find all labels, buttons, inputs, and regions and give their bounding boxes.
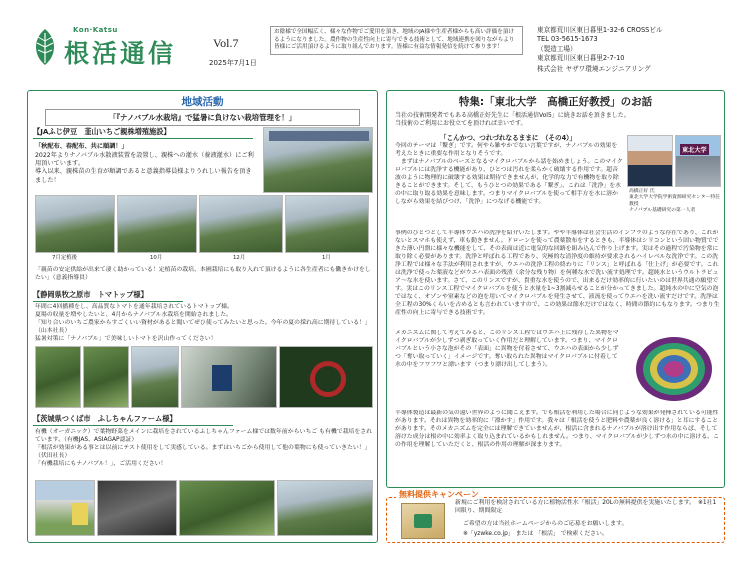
caption-july: 7月定植後 <box>52 255 77 261</box>
greenhouse-row-photo <box>277 480 373 536</box>
factory-address: 東京都荒川区東日暮里2-7-10 <box>537 53 625 62</box>
seedling-photo-july <box>35 195 115 253</box>
section-fushichan-heading: 【茨城県つくば市 ふしちゃんファーム様】 <box>33 414 233 426</box>
farm-building-photo <box>35 480 95 536</box>
article-paragraph-4: 半導体製造は最新の気の遠い世界のように聞こえます。でも根活を利用した場合に同じような効果が発揮されている可能性があります。それは異物を効率的に「漂かす」作用です。我々は「根活を使うと肥料や農薬が良く溶ける」と耳にすることがあります。そのメカニズムを完全には理解できていませんが、根活に含まれるナノバブルが溶け出す作用ならば、そして溶けた成分は根の中に効率よく取り込まれているかもしれません。つまり、マイクロバブルが少しずつ水の中に溶ける。この作用を理解していただくと、根活の作用の理解が深まります。 <box>395 410 719 448</box>
professor-caption: 高橋正好 氏 東北大学大学院学術資源研究センター特任教授 ナノバブル基礎研究の第一人者 <box>629 189 720 214</box>
logo-mark <box>30 27 60 67</box>
professor-photo <box>627 135 673 187</box>
seedling-photo-december <box>199 195 283 253</box>
caption-october: 10月 <box>150 255 163 261</box>
university-badge: 東北大学 <box>680 144 709 155</box>
logo-reading: Kon·Katsu <box>73 26 118 34</box>
seedling-photo-january <box>285 195 369 253</box>
caption-january: 1月 <box>322 255 331 261</box>
regional-activity-subtitle: 「『ナノバブル水栽培』で猛暑に負けない栽培管理を！」 <box>45 109 360 126</box>
university-photo <box>675 135 721 187</box>
wafer-rings-icon <box>630 334 718 404</box>
company-name: 株式会社 ヤザワ環境エンジニアリング <box>537 65 651 74</box>
section-tomatop-heading: 【静岡県牧之原市 トマトップ様】 <box>33 290 183 302</box>
section-fushichan-body: 有機（オーガニック）で葉物野菜をメインに栽培をされているふしちゃんファーム様では数年前からいちご も有機で栽培をされています。（有機JAS、ASIAGAP認証） 「根活が効果がある事とは以前にテスト使用をして実感している。まずはいちごから使用して他の葉物にも使っていきたい！」（伏田社長） 「有機栽培にもナノバブル！」、ご活用ください！ <box>35 429 373 467</box>
tomato-photo-1 <box>35 346 81 408</box>
article-paragraph-1: 今回のテーマは「繋ぎ」です。何やら雑やかでない言葉ですが、ナノバブルの効果を考えたときに重要な作用となりそうです。 まずはナノバブルのベースとなるマイクロバブルから話を始めましょう。このマイクロバブルには洗浄する機能があり、ひとつは汚れを柔らかく破壊する作用です。超音波のように物理的に破壊する効果は期待できませんが、化学的な力で有機物を取り除きることができます。そして、もうひとつの効果である「繋ぎ」、これは「洗浄」を水の中に取り取る効果を意味します。つまりマイクロバブルを使って相手方を水に溶かしながら効果を結びつけ、「洗浄」につなげる機能です。 <box>395 143 623 205</box>
machine-photo <box>97 480 177 536</box>
campaign-title: 無料提供キャンペーン <box>396 489 482 500</box>
campaign-line-1: 新規にご利用を検討されている方に植物活性水「根活」20Lの無料提供を実施いたします。 ※1社1回限り、期間限定 <box>455 500 717 514</box>
section-tomatop-body: 年間に4回播種をし、高品質なトマトを通年栽培されているトマトップ様。 夏場の収量を増やしたいと、4月からナノバブル水栽培を開始されました。 「知り合いのいちご農家からすごくいい資材があると聞いてぜひ使ってみたいと思った。今年の夏の採れ高に期待している！」（山本社長） 猛暑対策に「ナノバブル」で美味しいトマトを沢山作ってください！ <box>35 304 371 342</box>
campaign-line-2: ご希望の方は当社ホームページからのご応募をお願いします。 <box>463 521 628 527</box>
article-paragraph-2: 事例のひとつとして半導体ウエハの洗浄を紹介いたします。やや半導体は社会生活のインフラのような存在であり、これがないとスマホも使えず、車も動きません。ドローンを使って農薬散布をするときも、半導体はシリコンという固い物質でできた薄い円盤に様々な機能をして、その表面は近に電気的な回路を組み込んで作り上げます。実はその過程で汚染物を常に取り除く必要があります。洗浄と呼ばれる工程であり、究極的な清浄度の維持が要求されるハイレベルな洗浄です。この洗浄工程では様々な手法が利用されますが、ウエハの洗浄工程の終わりに「リンス」と呼ばれる「仕上げ」が必要です。これは洗浄で使った薬液などがウエハ表面の残渣（余分な残り物）を何種な水で洗い流す処理です。超純水というウルトラピュア～な水を使います。さて、このリンスですが、貴重な水を使うので、出来るだけ効率的に行いたいのは世界共通の願望です。実はこのリンス工程でマイクロバブルを使うと水量を1~3割減らせることが分かってきました。超純水の中に空気の泡ではなく、オゾンや窒素などの泡を用いてマイクロバブルを発生させて、液流を使ってウエハを洗い流すだけです。洗浄は全工程の30%くらいを占めるとも言われていますので、この効果は節水だけではなく、時間の節約にもなります。つまり生産性の向上に寄与できる技術です。 <box>395 230 720 316</box>
feature-title: 特集:「東北大学 高橋正好教授」のお話 <box>458 96 653 108</box>
field-photo <box>179 480 275 536</box>
volume-number: Vol.7 <box>213 36 239 50</box>
equipment-photo <box>181 346 277 408</box>
caption-december: 12月 <box>233 255 246 261</box>
wafer-image <box>630 334 718 404</box>
factory-label: （製造工場） <box>537 44 577 53</box>
company-tel: TEL 03-5615-1673 <box>537 35 598 44</box>
product-box-image <box>401 503 445 539</box>
article-heading: 「こんかつ、つれづれなるままに （その4）」 <box>440 134 577 142</box>
hose-photo <box>279 346 373 408</box>
ja-facility-photo <box>263 127 373 193</box>
section-ja-fuji-izu-quote: 「親苗の安定供給が出来て凄く助かっている！定植苗の栽培、本圃栽培にも取り入れて頂けるように各生産者にも働きかけをしたい」（意義指導員） <box>35 267 371 281</box>
company-info <box>537 26 727 74</box>
regional-activity-title: 地域活動 <box>181 96 224 108</box>
company-address: 東京都荒川区東日暮里1-32-6 CROSSビル <box>537 26 663 34</box>
article-paragraph-3: メカニズムに関して考えてみると、このリンス工程ではウエハ上に残存した異物をマイクロバブルが少しずつ剥ぎ取っていく作用だと理解しています。つまり、マイクロバブルという小さな泡がその「表面」に異物を付着させて、ウエハの表面から少しずつ「奪い取っていく」イメージです。奪い取られた異物はマイクロバブルに付着して水の中をフワフワと漂います（つまり漂け出してしまう）。 <box>395 330 619 368</box>
section-ja-fuji-izu-heading: 【JAふじ伊豆 韮山いちご親株増殖施設】 <box>33 127 253 139</box>
seedling-photo-october <box>117 195 197 253</box>
header-greeting: お陰様で全国幅広く、様々な作物でご愛用を頂き、地域のJA様や生産者様からも高い評価を頂けるようになりました。農作物の生産性向上に寄与できる技術として、地域連携を図りながらより皆様にご活用頂けるように取り組んでおります。皆様に有益な情報発信を続けて参ります！ <box>270 26 523 55</box>
tomato-photo-3 <box>131 346 179 408</box>
campaign-search-link[interactable]: ※「yzwke.co.jp」 または 「根活」 で検索ください。 <box>463 531 608 537</box>
tomato-photo-2 <box>83 346 129 408</box>
section-ja-fuji-izu-tagline: 「秋配布、春配布、共に順調！」 <box>35 143 128 150</box>
leaf-icon <box>30 27 60 67</box>
issue-date: 2025年7月1日 <box>209 59 257 67</box>
feature-intro: 当社の技術開発者でもある高橋正好先生に「根活通信Vol5」に続きお話を頂きました。 当技術のご利用にお役立てを頂ければ幸いです。 <box>395 112 630 127</box>
section-ja-fuji-izu-body: 2022年よりナノバブル水散液装置を設置し、親株への灌水（養液灌水）にご利用頂いています。 導入以来、親株苗の生育が順調であると意義指導員様よりうれしい報告を頂きました！ <box>35 152 254 184</box>
logo-title: 根活通信 <box>64 39 177 68</box>
